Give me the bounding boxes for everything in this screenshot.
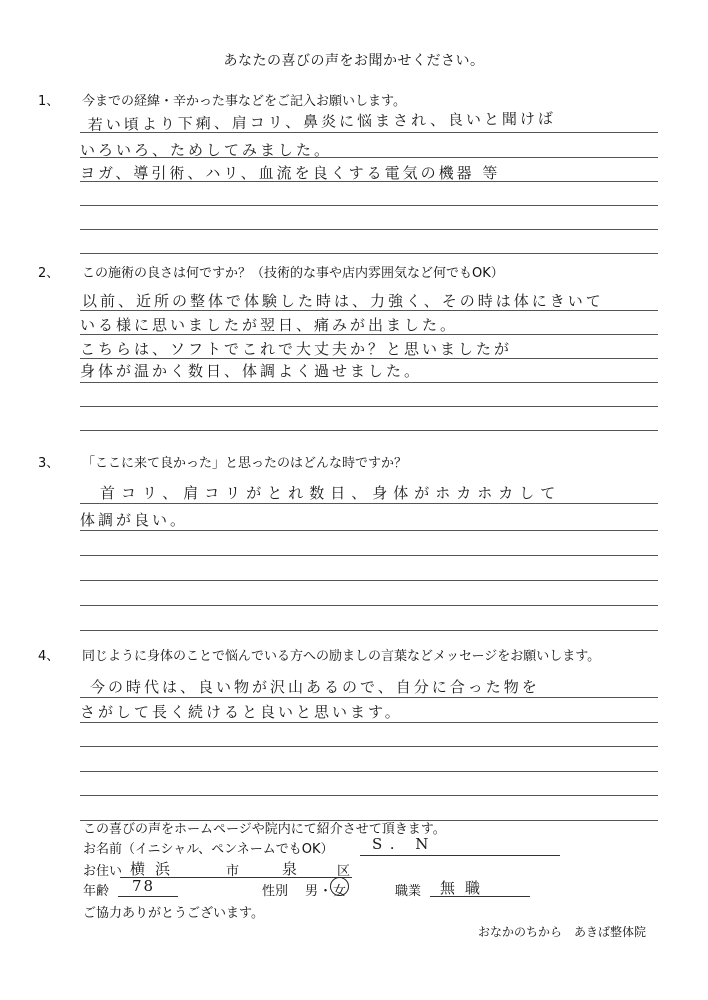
ruled-line [80,382,658,383]
age-label: 年齢 [83,884,110,899]
ruled-line [80,605,658,606]
gender-label: 性別 [262,884,289,899]
answer-line: 以前、近所の整体で体験した時は、力強く、その時は体にきいて [82,292,604,310]
answer-line: ヨガ、導引術、ハリ、血流を良くする電気の機器 等 [80,164,501,182]
ruled-line [80,430,658,431]
ruled-line [80,555,658,556]
ruled-line [80,229,658,230]
ruled-line [80,406,658,407]
ruled-line [80,722,658,723]
answer-line: さがして長く続けると良いと思います。 [80,703,403,721]
answer-line: いろいろ、ためしてみました。 [80,141,333,159]
answer-line: いる様に思いましたが翌日、痛みが出ました。 [80,316,459,334]
city-suffix: 市 [226,864,240,879]
clinic-name: おなかのちから あきば整体院 [478,925,647,939]
occupation-underline [430,896,530,897]
ruled-line [80,580,658,581]
answer-line: 身体が温かく数日、体調よく過せました。 [80,362,423,380]
age-value: 78 [132,877,156,895]
ruled-line [80,503,658,504]
address-city-value: 横浜 [130,860,181,878]
page-title: あなたの喜びの声をお聞かせください。 [223,53,485,69]
gender-separator: ・ [319,884,333,899]
name-underline [360,855,560,856]
question-text: 今までの経緯・辛かった事などをご記入お願いします。 [82,94,406,109]
ruled-line [80,771,658,772]
gender-selection-circle [330,877,349,896]
ruled-line [80,697,658,698]
consent-note: この喜びの声をホームページや院内にて紹介させて頂きます。 [83,822,446,837]
occupation-value: 無職 [440,879,491,897]
answer-line: 若い頃より下痢、肩コリ、鼻炎に悩まされ、良いと聞けば [87,109,557,135]
ward-suffix: 区 [337,864,351,879]
answer-line: 今の時代は、良い物が沢山あるので、自分に合った物を [90,678,540,696]
ruled-line [80,253,658,254]
gender-male: 男 [305,884,319,899]
name-label: お名前（イニシャル、ペンネームでもOK） [83,842,334,857]
address-label: お住い [83,864,123,879]
ruled-line [80,530,658,531]
question-text: 同じように身体のことで悩んでいる方への励ましの言葉などメッセージをお願いします。 [82,649,601,664]
occupation-label: 職業 [395,884,422,899]
question-number: 2、 [38,266,60,281]
address-ward-value: 泉 [282,860,300,878]
age-underline [118,896,178,897]
ruled-line [80,205,658,206]
ruled-line [80,746,658,747]
question-text: この施術の良さは何ですか？（技術的な事や店内雰囲気など何でもOK） [82,266,504,281]
question-number: 4、 [38,649,60,664]
ruled-line [80,795,658,796]
answer-line: 体調が良い。 [80,511,189,529]
ruled-line [80,630,658,631]
answer-line: こちらは、ソフトでこれで大丈夫か？と思いましたが [80,340,513,358]
thanks-note: ご協力ありがとうございます。 [83,906,264,921]
answer-line: 首コリ、肩コリがとれ数日、身体がホカホカして [100,484,562,502]
question-number: 1、 [38,94,60,109]
question-number: 3、 [38,456,60,471]
name-value: S. N [372,835,437,853]
question-text: 「ここに来て良かった」と思ったのはどんな時ですか？ [82,456,408,471]
gender-female: 女 [333,884,347,899]
